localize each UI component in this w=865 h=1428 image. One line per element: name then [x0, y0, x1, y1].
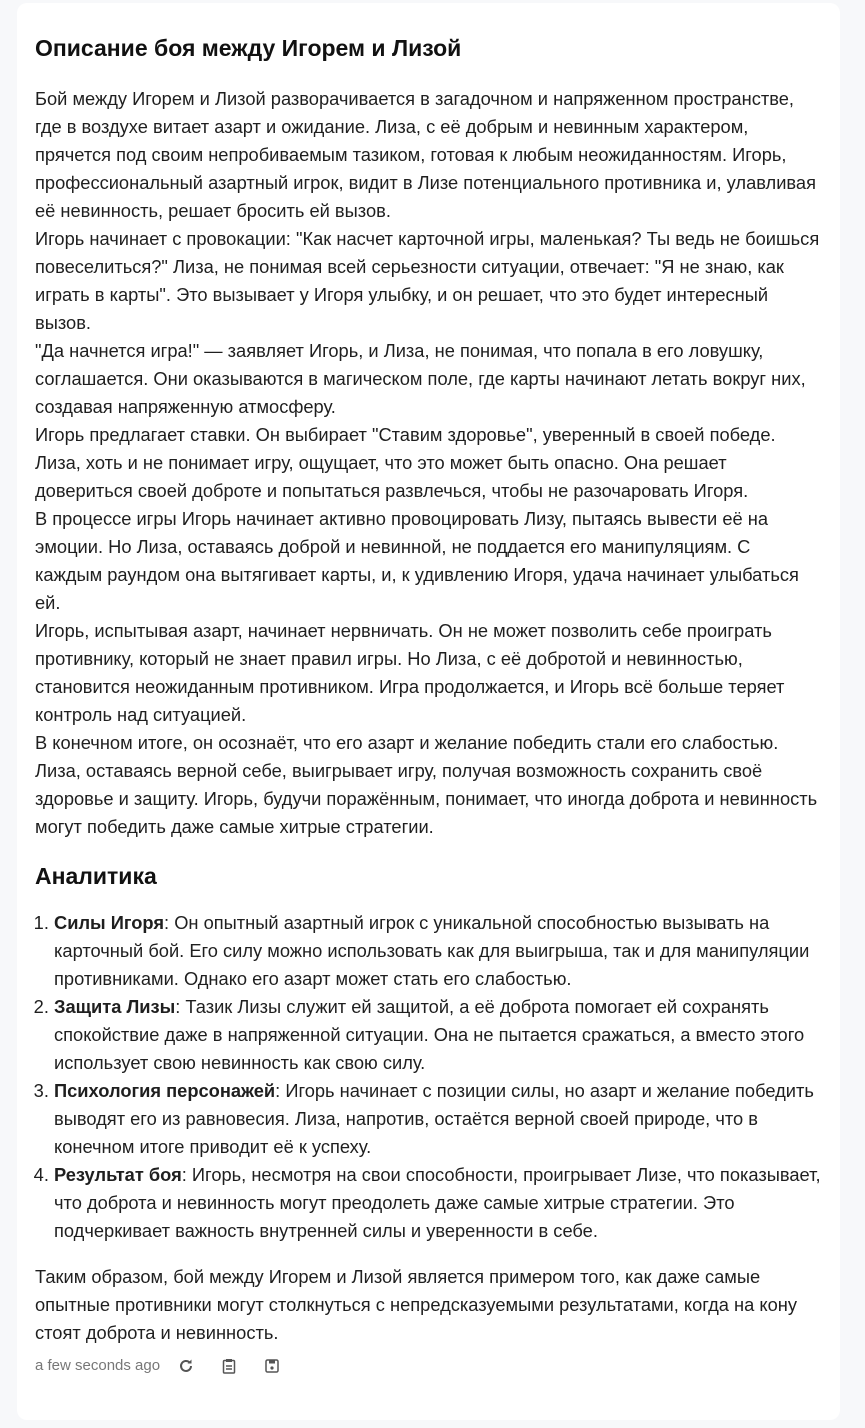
story-body: [35, 85, 822, 841]
list-item: [54, 1077, 822, 1161]
message-footer: [35, 1357, 822, 1374]
paragraph: Игорь начинает с провокации: "Как насчет карточной игры, маленькая? Ты ведь не боишься повеселиться?" Лиза, не понимая всей серьезности ситуации, отвечает: "Я не знаю, как играть в карты". Это вызывает у Игоря улыбку, и он решает, что это будет интересный вызов.: [35, 228, 820, 333]
paragraph: Игорь предлагает ставки. Он выбирает "Ставим здоровье", уверенный в своей победе. Лиза, хоть и не понимает игру, ощущает, что это может быть опасно. Она решает довериться своей доброте и попытаться развлечься, чтобы не разочаровать Игоря.: [35, 424, 776, 501]
item-term: Результат боя: [54, 1164, 182, 1185]
item-term: Защита Лизы: [54, 996, 176, 1017]
item-text: : Тазик Лизы служит ей защитой, а её доброта помогает ей сохранять спокойствие даже в напряженной ситуации. Она не пытается сражаться, а вместо этого использует свою невинность как свою силу.: [54, 996, 805, 1073]
paragraph: В процессе игры Игорь начинает активно провоцировать Лизу, пытаясь вывести её на эмоции. Но Лиза, оставаясь доброй и невинной, не поддается его манипуляциям. С каждым раундом она вытягивает карты, и, к удивлению Игоря, удача начинает улыбаться ей.: [35, 508, 799, 613]
paragraph: В конечном итоге, он осознаёт, что его азарт и желание победить стали его слабостью. Лиза, оставаясь верной себе, выигрывает игру, получая возможность сохранить своё здоровье и защиту. Игорь, будучи поражённым, понимает, что иногда доброта и невинность могут победить даже самые хитрые стратегии.: [35, 732, 818, 837]
paragraph: Игорь, испытывая азарт, начинает нервничать. Он не может позволить себе проиграть противнику, который не знает правил игры. Но Лиза, с её добротой и невинностью, становится неожиданным противником. Игра продолжается, и Игорь всё больше теряет контроль над ситуацией.: [35, 620, 785, 725]
clipboard-icon[interactable]: [221, 1358, 237, 1374]
item-text: : Игорь, несмотря на свои способности, проигрывает Лизе, что показывает, что доброта и невинность могут преодолеть даже самые хитрые стратегии. Это подчеркивает важность внутренней силы и уверенности в себе.: [54, 1164, 821, 1241]
save-icon[interactable]: [264, 1358, 280, 1374]
timestamp: a few seconds ago: [35, 1357, 161, 1374]
list-item: [54, 1161, 822, 1245]
item-term: Психология персонажей: [54, 1080, 276, 1101]
paragraph: Бой между Игорем и Лизой разворачивается в загадочном и напряженном пространстве, где в воздухе витает азарт и ожидание. Лиза, с её добрым и невинным характером, прячется под своим непробиваемым тазиком, готовая к любым неожиданностям. Игорь, профессиональный азартный игрок, видит в Лизе потенциального противника и, улавливая её невинность, решает бросить ей вызов.: [35, 88, 816, 221]
refresh-icon[interactable]: [178, 1358, 194, 1374]
conclusion: Таким образом, бой между Игорем и Лизой является примером того, как даже самые опытные противники могут столкнуться с непредсказуемыми результатами, когда на кону стоят доброта и невинность.: [35, 1266, 797, 1343]
analytics-heading: Аналитика: [35, 863, 157, 889]
analytics-list: [35, 909, 822, 1245]
item-term: Силы Игоря: [54, 912, 165, 933]
page-title: Описание боя между Игорем и Лизой: [35, 35, 462, 61]
list-item: [54, 993, 822, 1077]
item-text: : Он опытный азартный игрок с уникальной способностью вызывать на карточный бой. Его силу можно использовать как для выигрыша, так и для манипуляции противниками. Однако его азарт может стать его слабостью.: [54, 912, 810, 989]
paragraph: "Да начнется игра!" — заявляет Игорь, и Лиза, не понимая, что попала в его ловушку, соглашается. Они оказываются в магическом поле, где карты начинают летать вокруг них, создавая напряженную атмосферу.: [35, 340, 806, 417]
list-item: [54, 909, 822, 993]
message-card: [17, 3, 840, 1420]
item-text: : Игорь начинает с позиции силы, но азарт и желание победить выводят его из равновесия. Лиза, напротив, остаётся верной своей природе, что в конечном итоге приводит её к успеху.: [54, 1080, 814, 1157]
